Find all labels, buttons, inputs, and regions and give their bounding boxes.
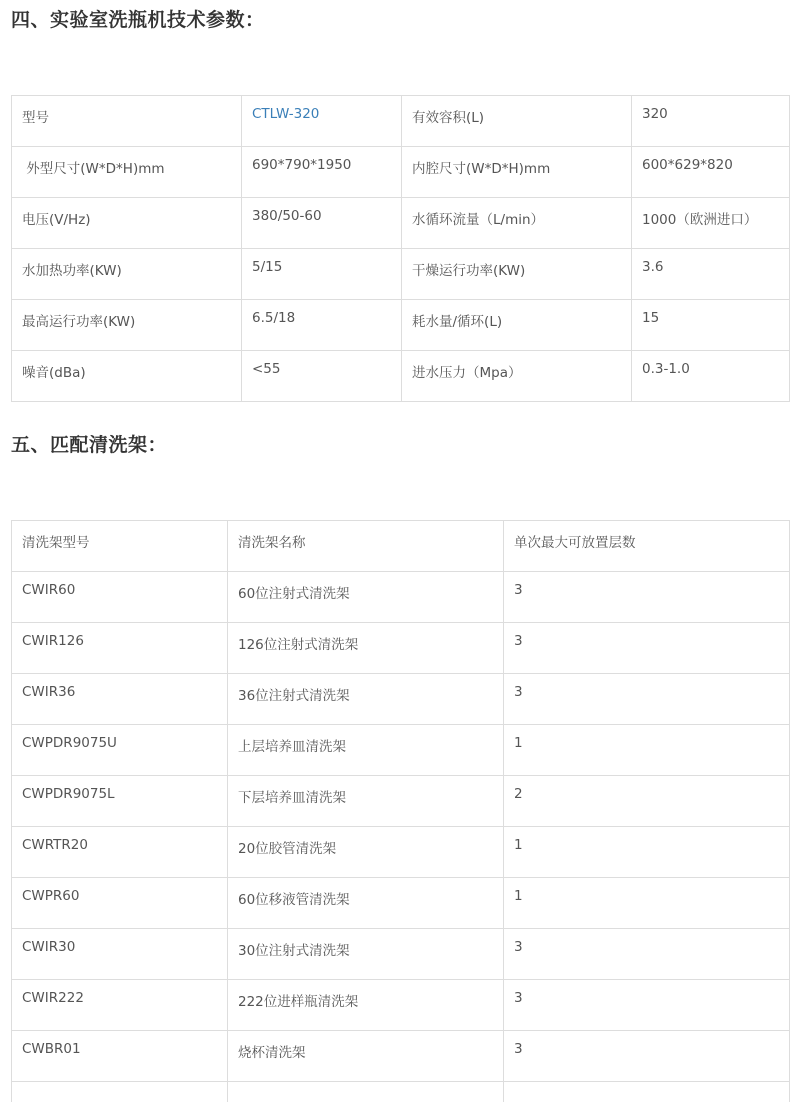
spec-table (11, 95, 790, 402)
rack-layers: 3 (504, 1031, 790, 1082)
spec-value: 320 (632, 96, 790, 147)
spec-value: 1000（欧洲进口） (632, 198, 790, 249)
table-row (12, 725, 790, 776)
rack-name-header: 清洗架名称 (228, 521, 504, 572)
rack-name: 烧杯清洗架 (228, 1031, 504, 1082)
rack-layers-header: 单次最大可放置层数 (504, 521, 790, 572)
rack-name: 下层培养皿清洗架 (228, 776, 504, 827)
spec-label: 内腔尺寸(W*D*H)mm (402, 147, 632, 198)
rack-model: CWPDR9075L (12, 776, 228, 827)
table-row (12, 980, 790, 1031)
spec-row (12, 198, 790, 249)
rack-name: 上层培养皿清洗架 (228, 725, 504, 776)
spec-value: 15 (632, 300, 790, 351)
table-row (12, 623, 790, 674)
spec-value: 380/50-60 (242, 198, 402, 249)
rack-model: CWIR222 (12, 980, 228, 1031)
empty-table-row (12, 1082, 790, 1102)
rack-model: CWRTR20 (12, 827, 228, 878)
spec-label: 最高运行功率(KW) (12, 300, 242, 351)
empty-cell (228, 1082, 504, 1102)
empty-cell (504, 1082, 790, 1102)
spec-value: 690*790*1950 (242, 147, 402, 198)
spec-row (12, 249, 790, 300)
rack-layers: 3 (504, 980, 790, 1031)
spec-value: 0.3-1.0 (632, 351, 790, 402)
spec-row (12, 300, 790, 351)
rack-model: CWBR01 (12, 1031, 228, 1082)
spec-label: 水循环流量（L/min） (402, 198, 632, 249)
rack-layers: 3 (504, 674, 790, 725)
rack-name: 30位注射式清洗架 (228, 929, 504, 980)
racks-section-heading: 五、匹配清洗架： (11, 434, 168, 456)
rack-name: 60位移液管清洗架 (228, 878, 504, 929)
model-value: CTLW-320 (242, 96, 402, 147)
spec-row (12, 351, 790, 402)
rack-layers: 1 (504, 878, 790, 929)
rack-layers: 3 (504, 623, 790, 674)
rack-layers: 3 (504, 572, 790, 623)
specs-section-heading: 四、实验室洗瓶机技术参数： (11, 9, 265, 31)
table-row (12, 878, 790, 929)
rack-name: 60位注射式清洗架 (228, 572, 504, 623)
empty-cell (12, 1082, 228, 1102)
spec-label: 有效容积(L) (402, 96, 632, 147)
table-row (12, 1031, 790, 1082)
rack-model: CWIR60 (12, 572, 228, 623)
rack-layers: 2 (504, 776, 790, 827)
rack-name: 20位胶管清洗架 (228, 827, 504, 878)
spec-value: 5/15 (242, 249, 402, 300)
rack-name: 222位进样瓶清洗架 (228, 980, 504, 1031)
rack-model: CWPDR9075U (12, 725, 228, 776)
table-row (12, 674, 790, 725)
spec-label: 噪音(dBa) (12, 351, 242, 402)
spec-row (12, 147, 790, 198)
spec-label: 干燥运行功率(KW) (402, 249, 632, 300)
rack-layers: 3 (504, 929, 790, 980)
table-row (12, 929, 790, 980)
spec-row (12, 96, 790, 147)
spec-label: 外型尺寸(W*D*H)mm (12, 147, 242, 198)
table-row (12, 572, 790, 623)
rack-model: CWIR126 (12, 623, 228, 674)
rack-layers: 1 (504, 827, 790, 878)
spec-label: 耗水量/循环(L) (402, 300, 632, 351)
spec-value: 3.6 (632, 249, 790, 300)
rack-model: CWIR36 (12, 674, 228, 725)
spec-label: 型号 (12, 96, 242, 147)
spec-label: 进水压力（Mpa） (402, 351, 632, 402)
spec-value: 600*629*820 (632, 147, 790, 198)
table-row (12, 776, 790, 827)
rack-table (11, 520, 790, 1102)
spec-value: 6.5/18 (242, 300, 402, 351)
rack-model: CWIR30 (12, 929, 228, 980)
spec-label: 电压(V/Hz) (12, 198, 242, 249)
spec-label: 水加热功率(KW) (12, 249, 242, 300)
rack-model: CWPR60 (12, 878, 228, 929)
spec-value: <55 (242, 351, 402, 402)
rack-model-header: 清洗架型号 (12, 521, 228, 572)
rack-layers: 1 (504, 725, 790, 776)
rack-header-row (12, 521, 790, 572)
rack-name: 126位注射式清洗架 (228, 623, 504, 674)
rack-name: 36位注射式清洗架 (228, 674, 504, 725)
table-row (12, 827, 790, 878)
